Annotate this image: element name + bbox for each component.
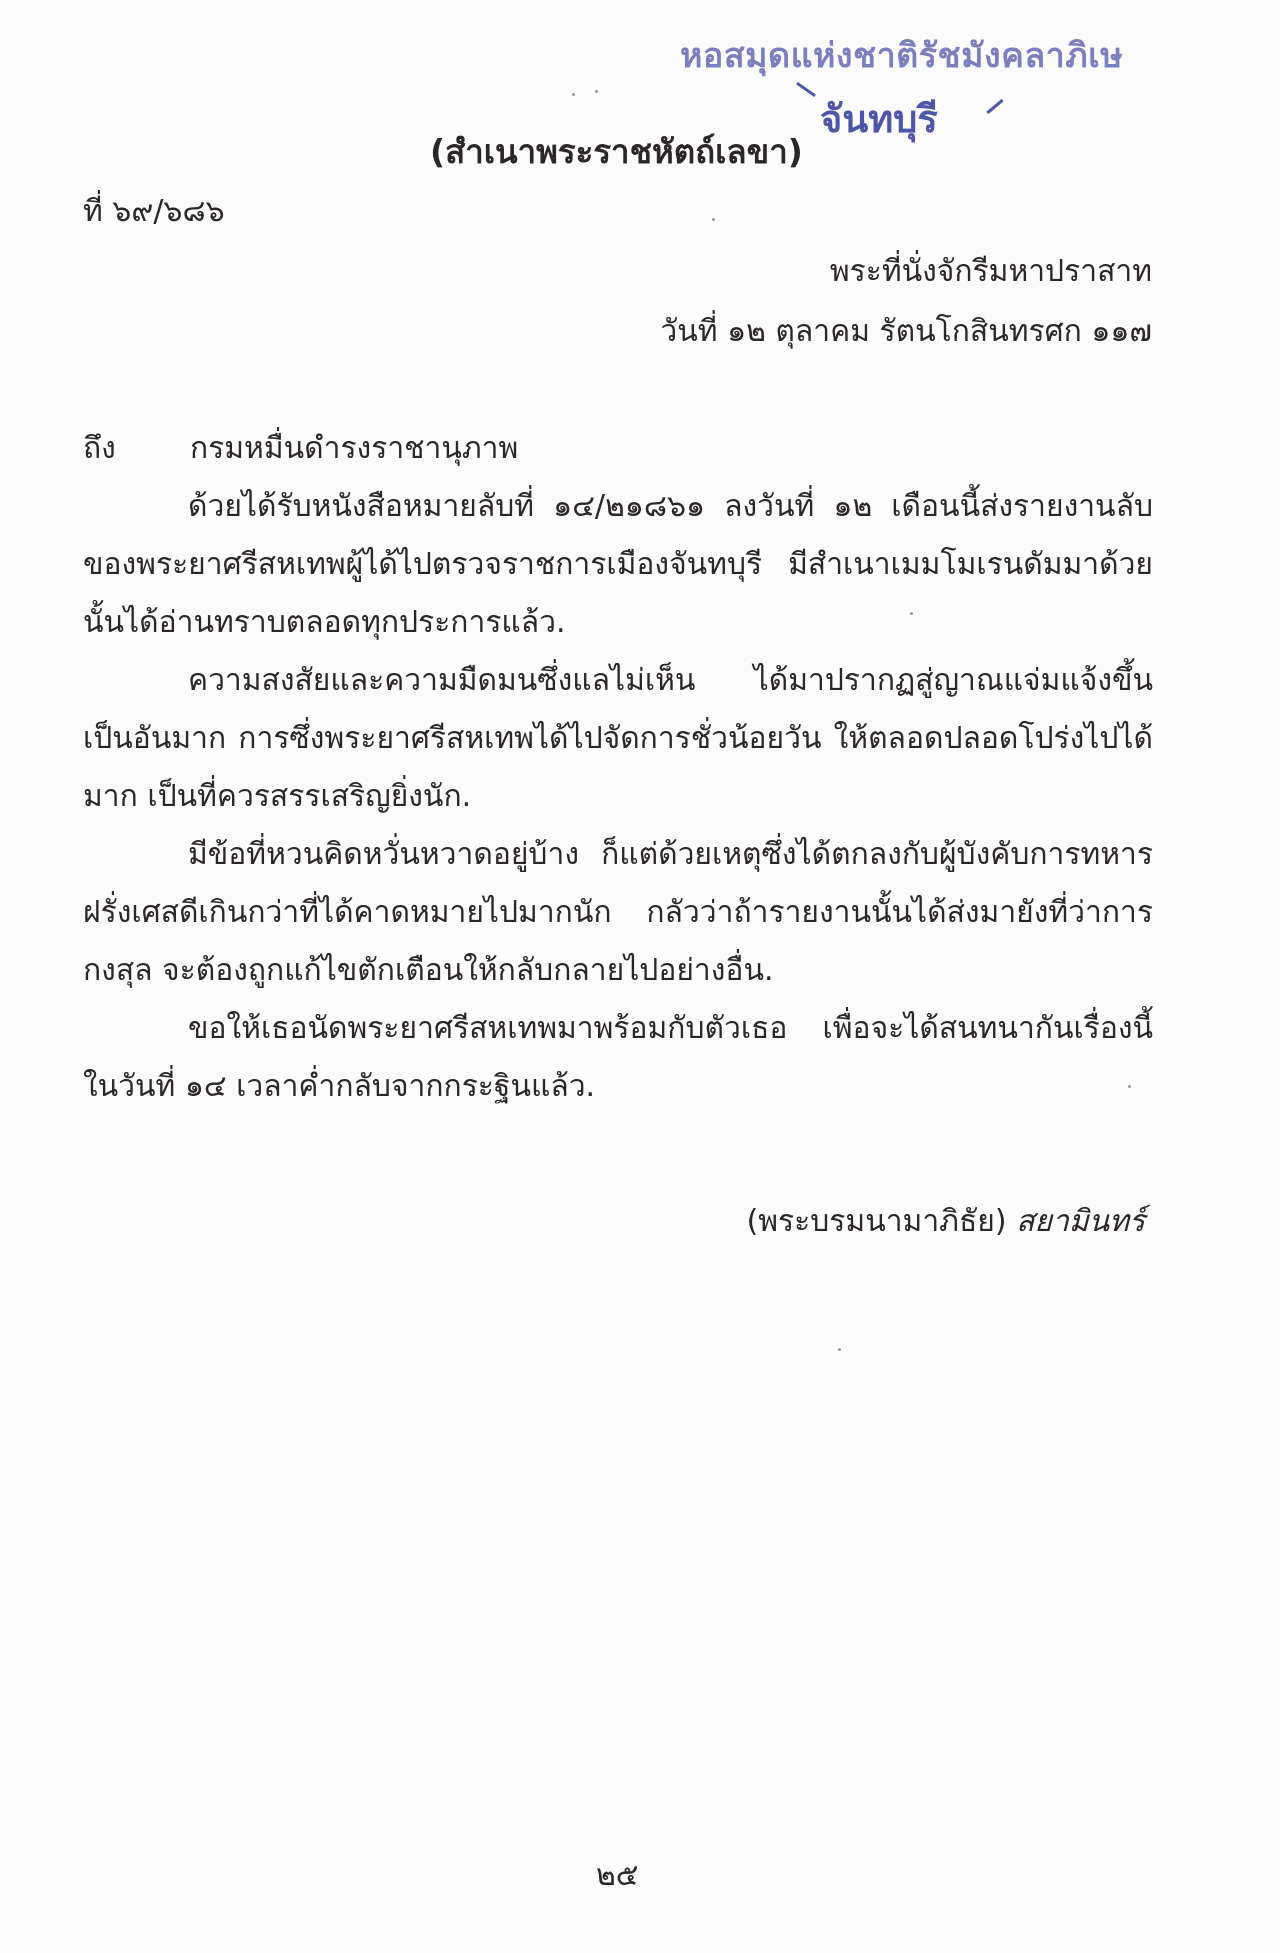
- stamp-mark: [986, 99, 1003, 114]
- signature-note: (พระบรมนามาภิธัย): [746, 1204, 1007, 1239]
- stamp-mark: [796, 82, 816, 97]
- signature-name: สยามินทร์: [1016, 1204, 1145, 1239]
- document-title: (สำเนาพระราชหัตถ์เลขา): [430, 132, 803, 171]
- reference-number: ที่ ๖๙/๖๘๖: [83, 194, 225, 229]
- paragraph: ขอให้เธอนัดพระยาศรีสหเทพมาพร้อมกับตัวเธอ เพื่อจะได้สนทนากันเรื่องนี้ในวันที่ ๑๔ เวลาค่ำกลับจากกระฐินแล้ว.: [83, 1011, 1153, 1104]
- paragraph: มีข้อที่หวนคิดหวั่นหวาดอยู่บ้าง ก็แต่ด้วยเหตุซึ่งได้ตกลงกับผู้บังคับการทหารฝรั่งเศสดีเกินกว่าที่ได้คาดหมายไปมากนัก กลัวว่าถ้ารายงานนั้นได้ส่งมายังที่ว่าการกงสุล จะต้องถูกแก้ไขตักเตือนให้กลับกลายไปอย่างอื่น.: [83, 837, 1153, 988]
- scan-speck: [838, 1348, 841, 1351]
- paragraph: ความสงสัยและความมืดมนซึ่งแลไม่เห็น ได้มาปรากฏสู่ญาณแจ่มแจ้งขึ้นเป็นอันมาก การซึ่งพระยาศรีสหเทพได้ไปจัดการชั่วน้อยวัน ให้ตลอดปลอดโปร่งไปได้มาก เป็นที่ควรสรรเสริญยิ่งนัก.: [83, 663, 1153, 814]
- scan-speck: [712, 218, 715, 221]
- page-number: ๒๕: [596, 1858, 639, 1893]
- recipient-label: ถึง: [83, 431, 116, 466]
- library-stamp-province: จันทบุรี: [820, 97, 938, 141]
- paragraph: ด้วยได้รับหนังสือหมายลับที่ ๑๔/๒๑๘๖๑ ลงวันที่ ๑๒ เดือนนี้ส่งรายงานลับของพระยาศรีสหเทพผู้ได้ไปตรวจราชการเมืองจันทบุรี มีสำเนาเมมโมเรนดัมมาด้วยนั้นได้อ่านทราบตลอดทุกประการแล้ว.: [83, 489, 1153, 640]
- library-stamp-text: หอสมุดแห่งชาติรัชมังคลาภิเษ: [680, 36, 1124, 76]
- signature-block: [747, 1198, 1145, 1245]
- recipient-name: กรมหมื่นดำรงราชานุภาพ: [190, 431, 519, 466]
- scan-speck: [595, 90, 598, 93]
- letter-place: พระที่นั่งจักรีมหาปราสาท: [829, 254, 1152, 289]
- letter-body: [83, 478, 1153, 1116]
- letter-date: วันที่ ๑๒ ตุลาคม รัตนโกสินทรศก ๑๑๗: [660, 314, 1152, 349]
- scan-speck: [572, 93, 575, 96]
